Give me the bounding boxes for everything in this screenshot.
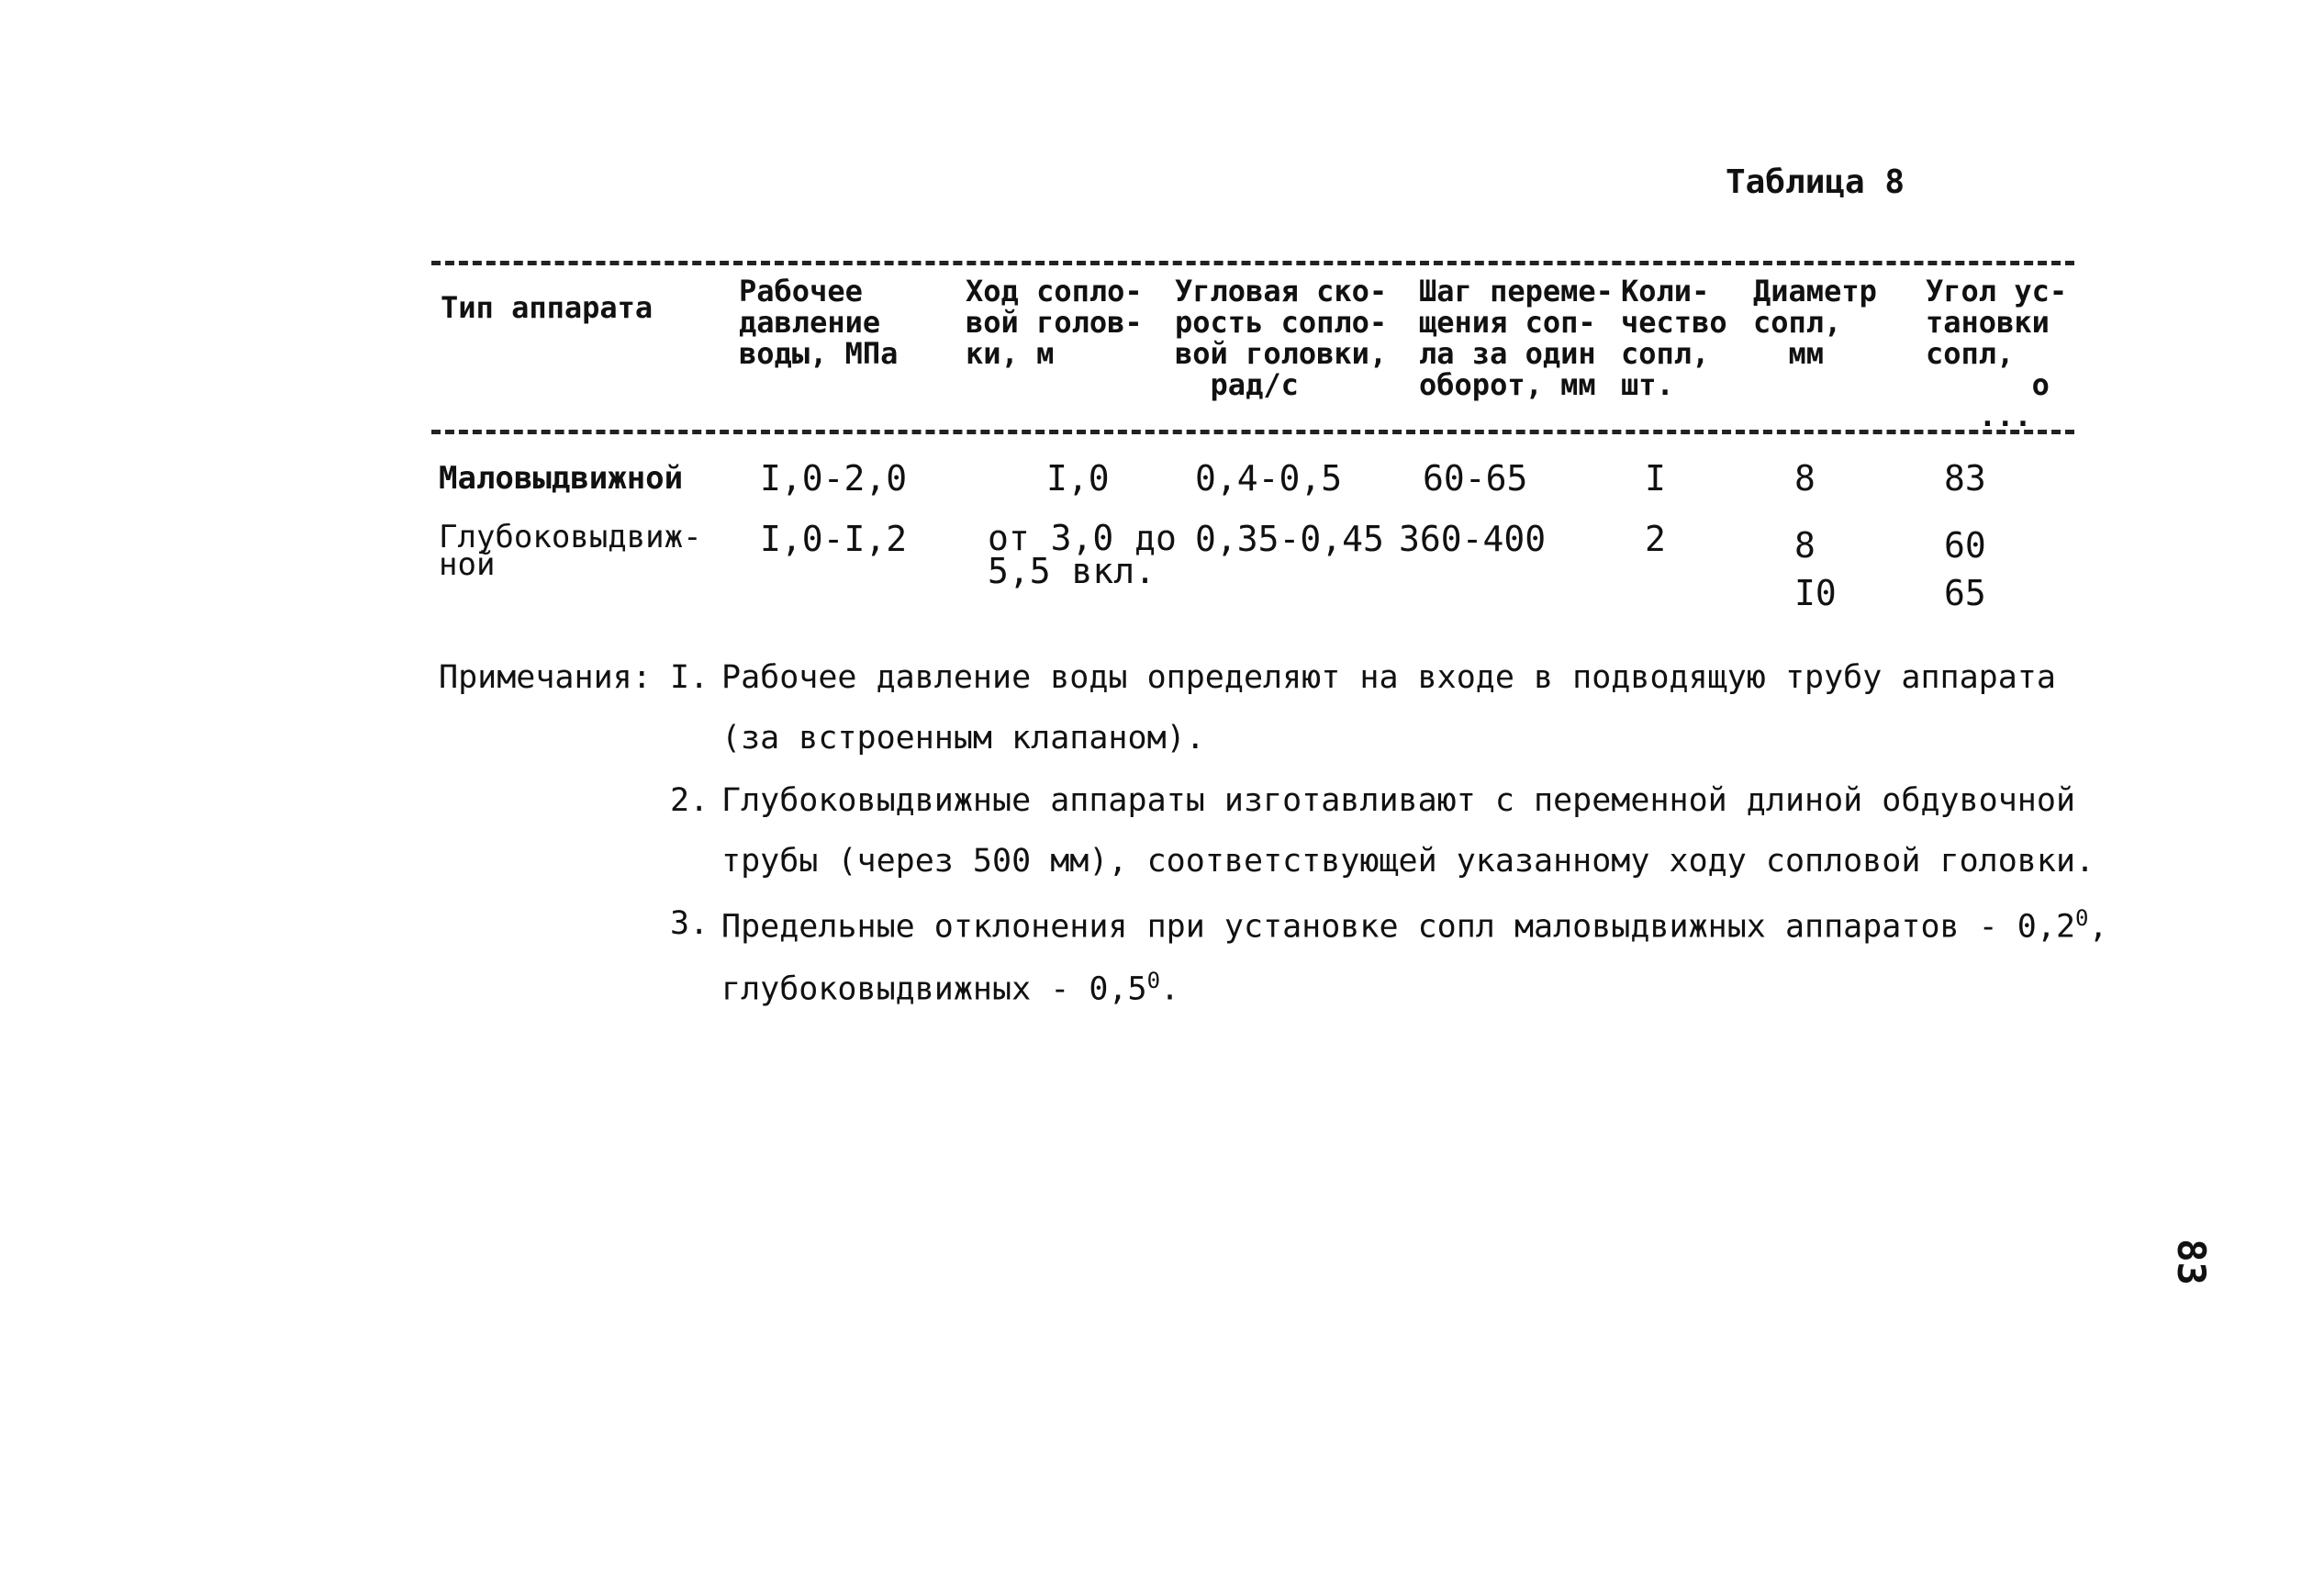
degree-sup: 0	[1146, 968, 1161, 993]
note-1-line-1: Рабочее давление воды определяют на входе в подводящую трубу аппарата	[721, 659, 2056, 696]
note-2-line-1: Глубоковыдвижные аппараты изготавливают с переменной длиной обдувочной	[721, 782, 2076, 819]
page-number: 83	[2168, 1239, 2214, 1285]
table-header-rule	[431, 430, 2074, 434]
note-3-line-1-text: Предельные отклонения при установке сопл маловыдвижных аппаратов - 0,2	[721, 908, 2076, 946]
table-top-rule	[431, 261, 2074, 265]
header-angular-speed: Угловая ско- рость сопло- вой головки, рад/с	[1175, 274, 1388, 402]
row1-angle: 83	[1944, 458, 1986, 499]
row2-diameter: 8 I0	[1794, 525, 1837, 613]
note-3-line-2-text: глубоковыдвижных - 0,5	[721, 970, 1147, 1008]
header-nozzle-diameter: Диаметр сопл, мм	[1753, 274, 1877, 371]
row2-step: 360-400	[1399, 519, 1547, 559]
note-3-line-1	[721, 905, 2108, 946]
header-water-pressure: Рабочее давление воды, МПа	[739, 274, 899, 371]
row1-stroke: I,0	[1046, 458, 1110, 499]
row2-angle: 60 65	[1944, 525, 1986, 613]
header-nozzle-count: Коли- чество сопл, шт.	[1621, 274, 1727, 402]
note-3-number: 3.	[670, 905, 709, 942]
note-3-line-2	[721, 968, 1179, 1008]
note-3-line-2-end: .	[1160, 970, 1180, 1008]
row1-step: 60-65	[1423, 458, 1528, 499]
row2-apparatus-type: Глубоковыдвиж- ной	[439, 519, 702, 583]
header-nozzle-stroke: Ход сопло- вой голов- ки, м	[966, 274, 1143, 371]
note-1-line-2: (за встроенным клапаном).	[721, 720, 1205, 757]
table-caption: Таблица 8	[1726, 163, 1905, 201]
row2-angular-speed: 0,35-0,45	[1195, 519, 1384, 559]
notes-label: Примечания:	[439, 659, 652, 696]
row2-pressure: I,0-I,2	[760, 519, 908, 559]
row1-pressure: I,0-2,0	[760, 458, 908, 499]
note-2-line-2: трубы (через 500 мм), соответствующей указанному ходу сопловой головки.	[721, 843, 2095, 880]
row1-diameter: 8	[1794, 458, 1816, 499]
row1-angular-speed: 0,4-0,5	[1195, 458, 1343, 499]
degree-sup: 0	[2075, 905, 2089, 931]
header-nozzle-angle: Угол ус- тановки сопл, о ...	[1926, 274, 2068, 433]
note-3-line-1-end: ,	[2088, 908, 2108, 946]
header-apparatus-type: Тип аппарата	[441, 290, 654, 325]
row2-stroke: от 3,0 до 5,5 вкл.	[988, 518, 1177, 591]
row2-count: 2	[1645, 519, 1666, 559]
note-2-number: 2.	[670, 782, 709, 819]
row1-count: I	[1645, 458, 1666, 499]
note-1-number: I.	[670, 659, 709, 696]
row1-apparatus-type: Маловыдвижной	[439, 460, 684, 497]
header-nozzle-step: Шаг переме- щения соп- ла за один оборот, мм	[1419, 274, 1614, 402]
